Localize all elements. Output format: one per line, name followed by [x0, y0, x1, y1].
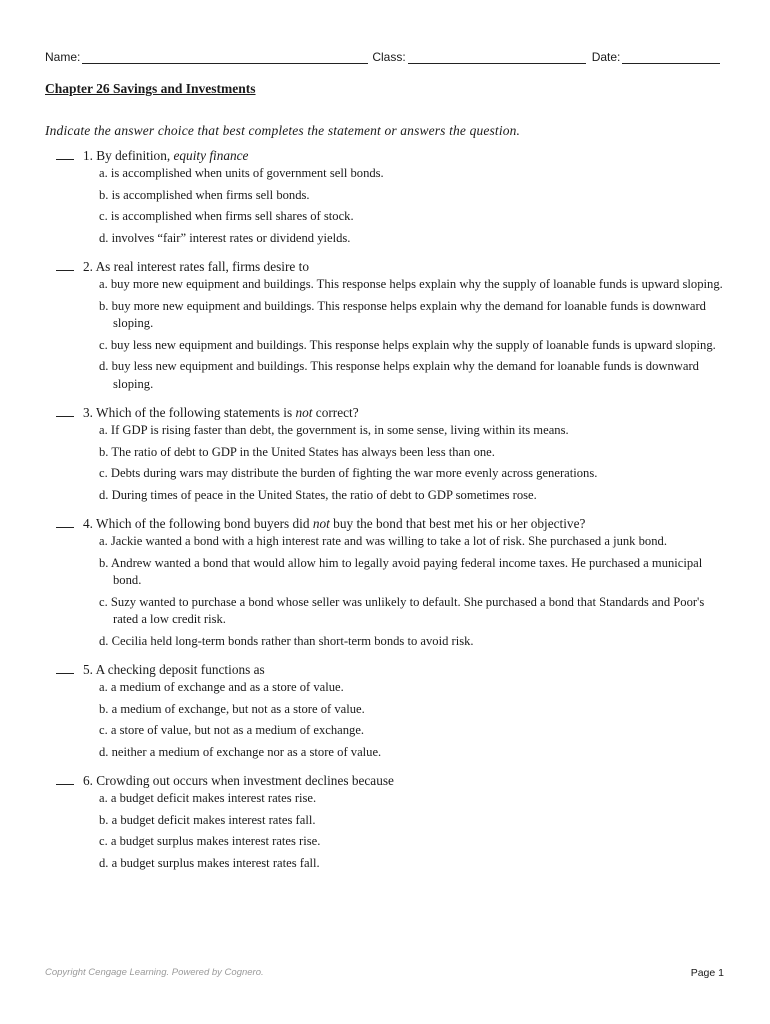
- page-number: Page 1: [690, 967, 724, 979]
- question-3-choice-b: b. The ratio of debt to GDP in the United States has always been less than one.: [99, 444, 495, 459]
- question-4-choice-b: b. Andrew wanted a bond that would allow him to legally avoid paying federal income taxes. He purchased a municipal bond.: [99, 555, 703, 587]
- class-field[interactable]: [408, 49, 586, 64]
- question-5-choice-b: b. a medium of exchange, but not as a store of value.: [99, 701, 365, 716]
- date-label: Date:: [591, 50, 621, 64]
- question-2-choice-d: d. buy less new equipment and buildings. This response helps explain why the demand for loanable funds is downward sloping.: [99, 359, 699, 391]
- chapter-title: Chapter 26 Savings and Investments: [45, 81, 256, 96]
- answer-blank-2[interactable]: [56, 258, 74, 271]
- question-1-choice-c: c. is accomplished when firms sell shares of stock.: [99, 209, 354, 223]
- question-1-stem: 1. By definition, equity finance: [83, 148, 249, 163]
- question-3: [45, 403, 715, 504]
- instructions: Indicate the answer choice that best completes the statement or answers the question.: [45, 123, 521, 138]
- question-6-stem: 6. Crowding out occurs when investment declines because: [83, 773, 394, 788]
- question-list: [45, 146, 723, 876]
- answer-blank-1[interactable]: [56, 147, 74, 160]
- question-2: [45, 257, 723, 393]
- question-2-choice-a: a. buy more new equipment and buildings. This response helps explain why the supply of loanable funds is upward sloping.: [99, 277, 723, 291]
- question-5: [45, 660, 715, 761]
- question-5-choice-c: c. a store of value, but not as a medium of exchange.: [99, 723, 365, 737]
- question-5-choice-d: d. neither a medium of exchange nor as a store of value.: [99, 744, 382, 759]
- question-6: [45, 771, 715, 872]
- question-3-choice-c: c. Debts during wars may distribute the burden of fighting the war more evenly across generations.: [99, 466, 598, 480]
- question-5-choice-a: a. a medium of exchange and as a store of value.: [99, 680, 344, 694]
- question-3-choice-a: a. If GDP is rising faster than debt, the government is, in some sense, living within its means.: [99, 423, 569, 437]
- question-4-choice-a: a. Jackie wanted a bond with a high interest rate and was willing to take a lot of risk. She purchased a junk bond.: [99, 534, 667, 548]
- question-3-choice-d: d. During times of peace in the United States, the ratio of debt to GDP sometimes rose.: [99, 487, 537, 502]
- answer-blank-5[interactable]: [56, 661, 74, 674]
- question-6-choice-d: d. a budget surplus makes interest rates fall.: [99, 855, 320, 870]
- question-2-choice-c: c. buy less new equipment and buildings. This response helps explain why the supply of loanable funds is upward sloping.: [99, 337, 716, 352]
- question-3-stem: 3. Which of the following statements is not correct?: [83, 405, 359, 420]
- class-label: Class:: [372, 50, 406, 64]
- answer-blank-4[interactable]: [56, 515, 74, 528]
- question-1-choice-d: d. involves “fair” interest rates or dividend yields.: [99, 230, 351, 245]
- question-4-choice-d: d. Cecilia held long-term bonds rather than short-term bonds to avoid risk.: [99, 633, 474, 648]
- question-6-choice-c: c. a budget surplus makes interest rates rise.: [99, 834, 321, 848]
- question-1: [45, 146, 715, 247]
- question-1-choice-b: b. is accomplished when firms sell bonds.: [99, 187, 310, 202]
- question-4-choice-c: c. Suzy wanted to purchase a bond whose seller was unlikely to default. She purchased a bond that Standards and Poor's rated a low credit risk.: [99, 594, 705, 626]
- question-2-choice-b: b. buy more new equipment and buildings. This response helps explain why the demand for loanable funds is downward sloping.: [99, 298, 706, 330]
- answer-blank-3[interactable]: [56, 404, 74, 417]
- question-6-choice-a: a. a budget deficit makes interest rates rise.: [99, 791, 317, 805]
- answer-blank-6[interactable]: [56, 772, 74, 785]
- question-4-stem: 4. Which of the following bond buyers did not buy the bond that best met his or her objective?: [83, 516, 586, 531]
- question-1-choice-a: a. is accomplished when units of government sell bonds.: [99, 166, 384, 180]
- copyright-notice: Copyright Cengage Learning. Powered by Cognero.: [45, 967, 264, 978]
- name-label: Name:: [45, 50, 81, 64]
- student-info-header: [45, 46, 725, 64]
- question-4: [45, 514, 715, 650]
- question-5-stem: 5. A checking deposit functions as: [83, 662, 265, 677]
- question-6-choice-b: b. a budget deficit makes interest rates fall.: [99, 812, 316, 827]
- name-field[interactable]: [82, 49, 368, 64]
- date-field[interactable]: [622, 49, 720, 64]
- question-2-stem: 2. As real interest rates fall, firms desire to: [83, 259, 309, 274]
